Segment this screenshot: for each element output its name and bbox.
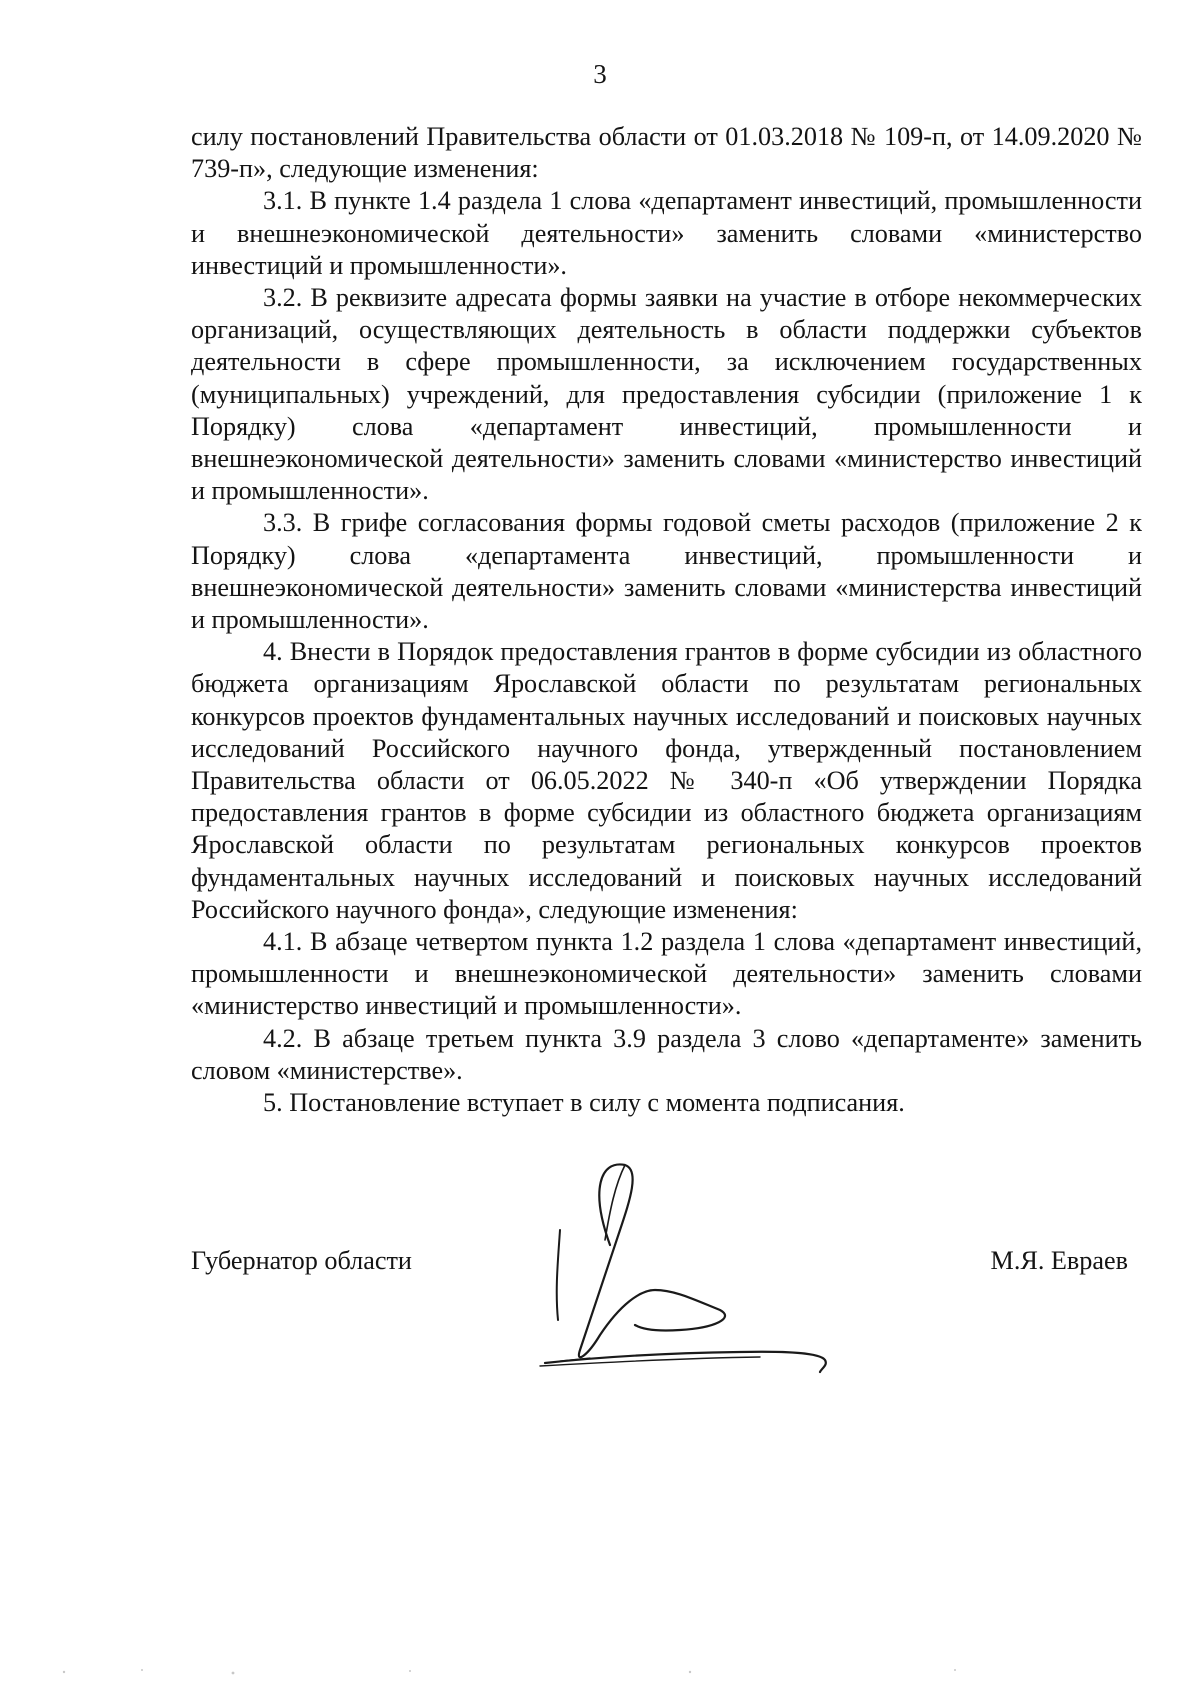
paragraph-3-2: 3.2. В реквизите адресата формы заявки на участие в отборе некоммерческих организаций, осуществляющих деятельность в области поддержки субъектов деятельности в сфере промышленности, за исключением государственных (муниципальных) учреждений, для предоставления субсидии (приложение 1 к Порядку) слова «департамент инвестиций, промышленности и внешнеэкономической деятельности» заменить словами «министерство инвестиций и промышленности». [191, 283, 1142, 506]
paragraph-3-1: 3.1. В пункте 1.4 раздела 1 слова «департамент инвестиций, промышленности и внешнеэкономической деятельности» заменить словами «министерство инвестиций и промышленности». [191, 186, 1142, 280]
paragraph-5: 5. Постановление вступает в силу с момента подписания. [263, 1088, 905, 1118]
paragraph-4-2: 4.2. В абзаце третьем пункта 3.9 раздела 3 слово «департаменте» заменить словом «министерстве». [191, 1023, 1142, 1085]
signer-position: Губернатор области [191, 1246, 412, 1275]
paragraph-continuation: силу постановлений Правительства области от 01.03.2018 № 109-п, от 14.09.2020 № 739-п», следующие изменения: [191, 122, 1142, 184]
paragraph-4: 4. Внести в Порядок предоставления грантов в форме субсидии из областного бюджета организациям Ярославской области по результатам региональных конкурсов проектов фундаментальных научных исследований и поисковых научных исследований Российского научного фонда, утвержденный постановлением Правительства области от 06.05.2022 № 340-п «Об утверждении Порядка предоставления грантов в форме субсидии из областного бюджета организациям Ярославской области по результатам региональных конкурсов проектов фундаментальных научных исследований и поисковых научных исследований Российского научного фонда», следующие изменения: [191, 637, 1142, 924]
paragraph-3-3: 3.3. В грифе согласования формы годовой сметы расходов (приложение 2 к Порядку) слова «департамента инвестиций, промышленности и внешнеэкономической деятельности» заменить словами «министерства инвестиций и промышленности». [191, 508, 1142, 635]
handwritten-signature [520, 1150, 920, 1390]
paragraph-4-1: 4.1. В абзаце четвертом пункта 1.2 раздела 1 слова «департамент инвестиций, промышленности и внешнеэкономической деятельности» заменить словами «министерство инвестиций и промышленности». [191, 927, 1142, 1021]
scan-noise [0, 1660, 1200, 1680]
signer-name: М.Я. Евраев [990, 1246, 1128, 1275]
document-body [191, 121, 1142, 1119]
page-number: 3 [593, 59, 607, 89]
